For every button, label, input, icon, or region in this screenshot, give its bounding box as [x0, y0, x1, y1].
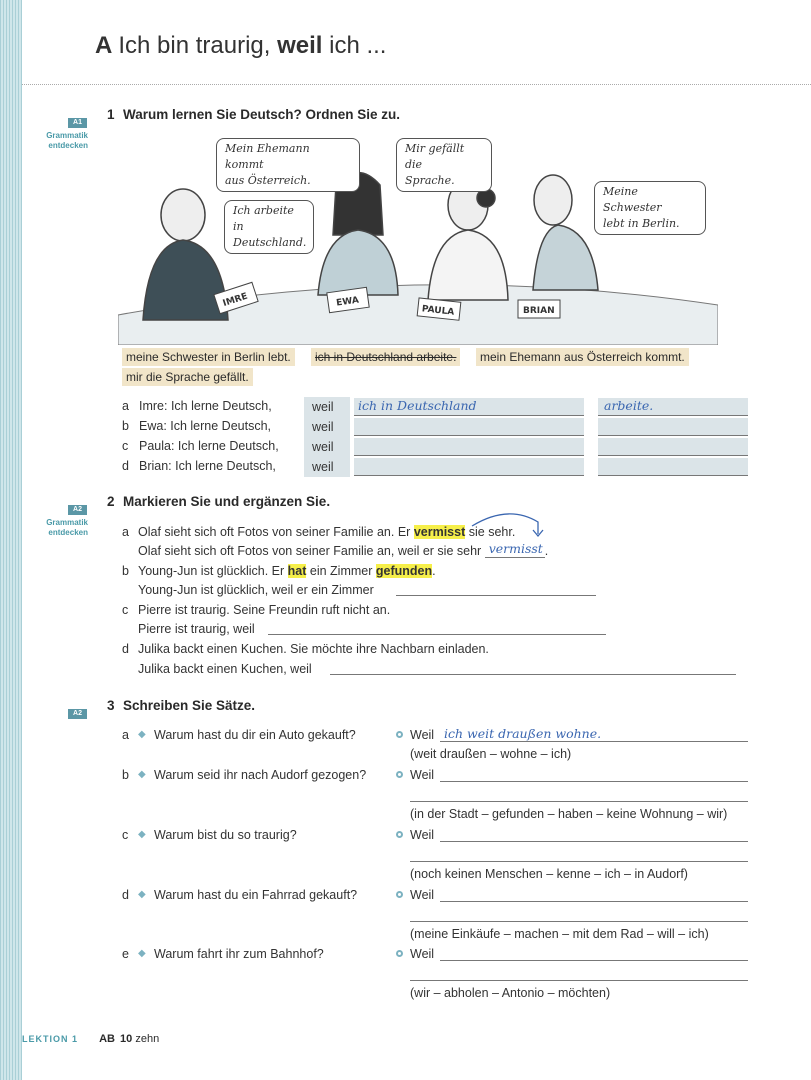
- ex2-a-arrow: [468, 508, 548, 540]
- answer-circle-icon: [396, 891, 403, 898]
- ex3-d-answer-field-2[interactable]: [410, 908, 748, 922]
- speech-bubble-paula: Mir gefällt die Sprache.: [396, 138, 492, 192]
- ex2-c-answer-field[interactable]: [268, 621, 606, 635]
- ex3-badge: A2: [68, 702, 87, 720]
- ex2-b-letter: b: [122, 564, 129, 578]
- ex1-b-answer1-field[interactable]: [354, 418, 584, 436]
- footer-page-word: zehn: [135, 1033, 160, 1045]
- word-option-4: mir die Sprache gefällt.: [122, 368, 253, 386]
- word-option-3: mein Ehemann aus Österreich kommt.: [476, 348, 689, 366]
- ex2-d-letter: d: [122, 642, 129, 656]
- ex2-d-sentence2: Julika backt einen Kuchen, weil: [138, 662, 312, 676]
- ex3-b-answer-field-2[interactable]: [410, 788, 748, 802]
- ex1-side-label: Grammatik entdecken: [46, 131, 88, 150]
- name-card-paula: PAULA: [421, 304, 455, 318]
- speech-bubble-brian: Meine Schwester lebt in Berlin.: [594, 181, 706, 235]
- ex1-row-c: c Paula: Ich lerne Deutsch, weil: [122, 437, 752, 457]
- ex2-a-letter: a: [122, 525, 129, 539]
- ex2-a-answer-field[interactable]: vermisst: [485, 544, 545, 558]
- ex1-c-answer2-field[interactable]: [598, 438, 748, 456]
- left-margin-stripe: [0, 0, 22, 1080]
- question-diamond-icon: ◆: [138, 889, 146, 900]
- word-option-2-crossed: ich in Deutschland arbeite.: [311, 348, 460, 366]
- ex2-d-answer-field[interactable]: [330, 661, 736, 675]
- ex2-title: 2 Markieren Sie und ergänzen Sie.: [107, 494, 331, 509]
- ex1-d-answer1-field[interactable]: [354, 458, 584, 476]
- ex1-row-a: a Imre: Ich lerne Deutsch, weil ich in Deutschland arbeite.: [122, 397, 752, 417]
- question-diamond-icon: ◆: [138, 729, 146, 740]
- title-divider: [22, 84, 811, 85]
- footer-ab: AB: [99, 1033, 115, 1045]
- page-title: A Ich bin traurig, weil ich ...: [95, 32, 387, 59]
- name-card-ewa: EWA: [335, 295, 360, 309]
- ex2-b-sentence1: Young-Jun ist glücklich. Er hat ein Zimmer gefunden.: [138, 564, 436, 578]
- ex3-title: 3 Schreiben Sie Sätze.: [107, 698, 256, 713]
- question-diamond-icon: ◆: [138, 769, 146, 780]
- word-option-1: meine Schwester in Berlin lebt.: [122, 348, 295, 366]
- question-diamond-icon: ◆: [138, 829, 146, 840]
- ex3-a-answer-field[interactable]: ich weit draußen wohne.: [440, 728, 748, 742]
- ex1-title: 1 Warum lernen Sie Deutsch? Ordnen Sie zu.: [107, 107, 401, 122]
- answer-circle-icon: [396, 950, 403, 957]
- footer-page-number: 10: [120, 1033, 133, 1045]
- question-diamond-icon: ◆: [138, 948, 146, 959]
- name-card-brian: BRIAN: [523, 306, 555, 316]
- ex3-item-c: c ◆ Warum bist du so traurig? Weil (noch keinen Menschen – kenne – ich – in Audorf): [122, 828, 752, 888]
- ex1-row-b: b Ewa: Ich lerne Deutsch, weil: [122, 417, 752, 437]
- ex1-a-answer2-field[interactable]: arbeite.: [598, 398, 748, 416]
- ex2-b-answer-field[interactable]: [396, 582, 596, 596]
- ex3-item-a: a ◆ Warum hast du dir ein Auto gekauft? Weil ich weit draußen wohne. (weit draußen – wohne – ich): [122, 728, 752, 788]
- speech-bubble-imre: Ich arbeite in Deutschland.: [224, 200, 314, 254]
- ex1-c-answer1-field[interactable]: [354, 438, 584, 456]
- ex1-b-answer2-field[interactable]: [598, 418, 748, 436]
- ex2-a-sentence1: Olaf sieht sich oft Fotos von seiner Familie an. Er vermisst sie sehr.: [138, 525, 516, 539]
- ex3-e-answer-field-2[interactable]: [410, 967, 748, 981]
- ex2-c-letter: c: [122, 603, 129, 617]
- page-footer: [22, 1033, 159, 1045]
- ex1-answer-table: [122, 397, 752, 479]
- ex3-item-b: b ◆ Warum seid ihr nach Audorf gezogen? Weil (in der Stadt – gefunden – haben – keine Wohnung – wir): [122, 768, 752, 828]
- ex2-c-sentence1: Pierre ist traurig. Seine Freundin ruft nicht an.: [138, 603, 391, 617]
- ex1-badge: A1: [68, 111, 87, 129]
- ex3-c-answer-field[interactable]: [440, 828, 748, 842]
- ex3-c-answer-field-2[interactable]: [410, 848, 748, 862]
- ex3-d-answer-field[interactable]: [440, 888, 748, 902]
- ex2-a-sentence2: Olaf sieht sich oft Fotos von seiner Familie an, weil er sie sehr vermisst .: [138, 541, 549, 558]
- answer-circle-icon: [396, 731, 403, 738]
- ex2-side-label: Grammatik entdecken: [46, 518, 88, 537]
- footer-lektion: LEKTION 1: [22, 1034, 79, 1044]
- ex3-b-answer-field[interactable]: [440, 768, 748, 782]
- speech-bubble-ewa: Mein Ehemann kommt aus Österreich.: [216, 138, 360, 192]
- answer-circle-icon: [396, 771, 403, 778]
- ex3-item-d: d ◆ Warum hast du ein Fahrrad gekauft? Weil (meine Einkäufe – machen – mit dem Rad – will – ich): [122, 888, 752, 948]
- ex2-badge: A2: [68, 498, 87, 516]
- answer-circle-icon: [396, 831, 403, 838]
- ex2-c-sentence2: Pierre ist traurig, weil: [138, 622, 255, 636]
- ex2-d-sentence1: Julika backt einen Kuchen. Sie möchte ihre Nachbarn einladen.: [138, 642, 489, 656]
- ex1-row-d: d Brian: Ich lerne Deutsch, weil: [122, 457, 752, 477]
- name-card-imre: IMRE: [221, 291, 249, 309]
- ex2-b-sentence2: Young-Jun ist glücklich, weil er ein Zimmer: [138, 583, 374, 597]
- ex1-a-answer1-field[interactable]: ich in Deutschland: [354, 398, 584, 416]
- ex1-d-answer2-field[interactable]: [598, 458, 748, 476]
- ex3-e-answer-field[interactable]: [440, 947, 748, 961]
- ex3-item-e: e ◆ Warum fahrt ihr zum Bahnhof? Weil (wir – abholen – Antonio – möchten): [122, 947, 752, 1007]
